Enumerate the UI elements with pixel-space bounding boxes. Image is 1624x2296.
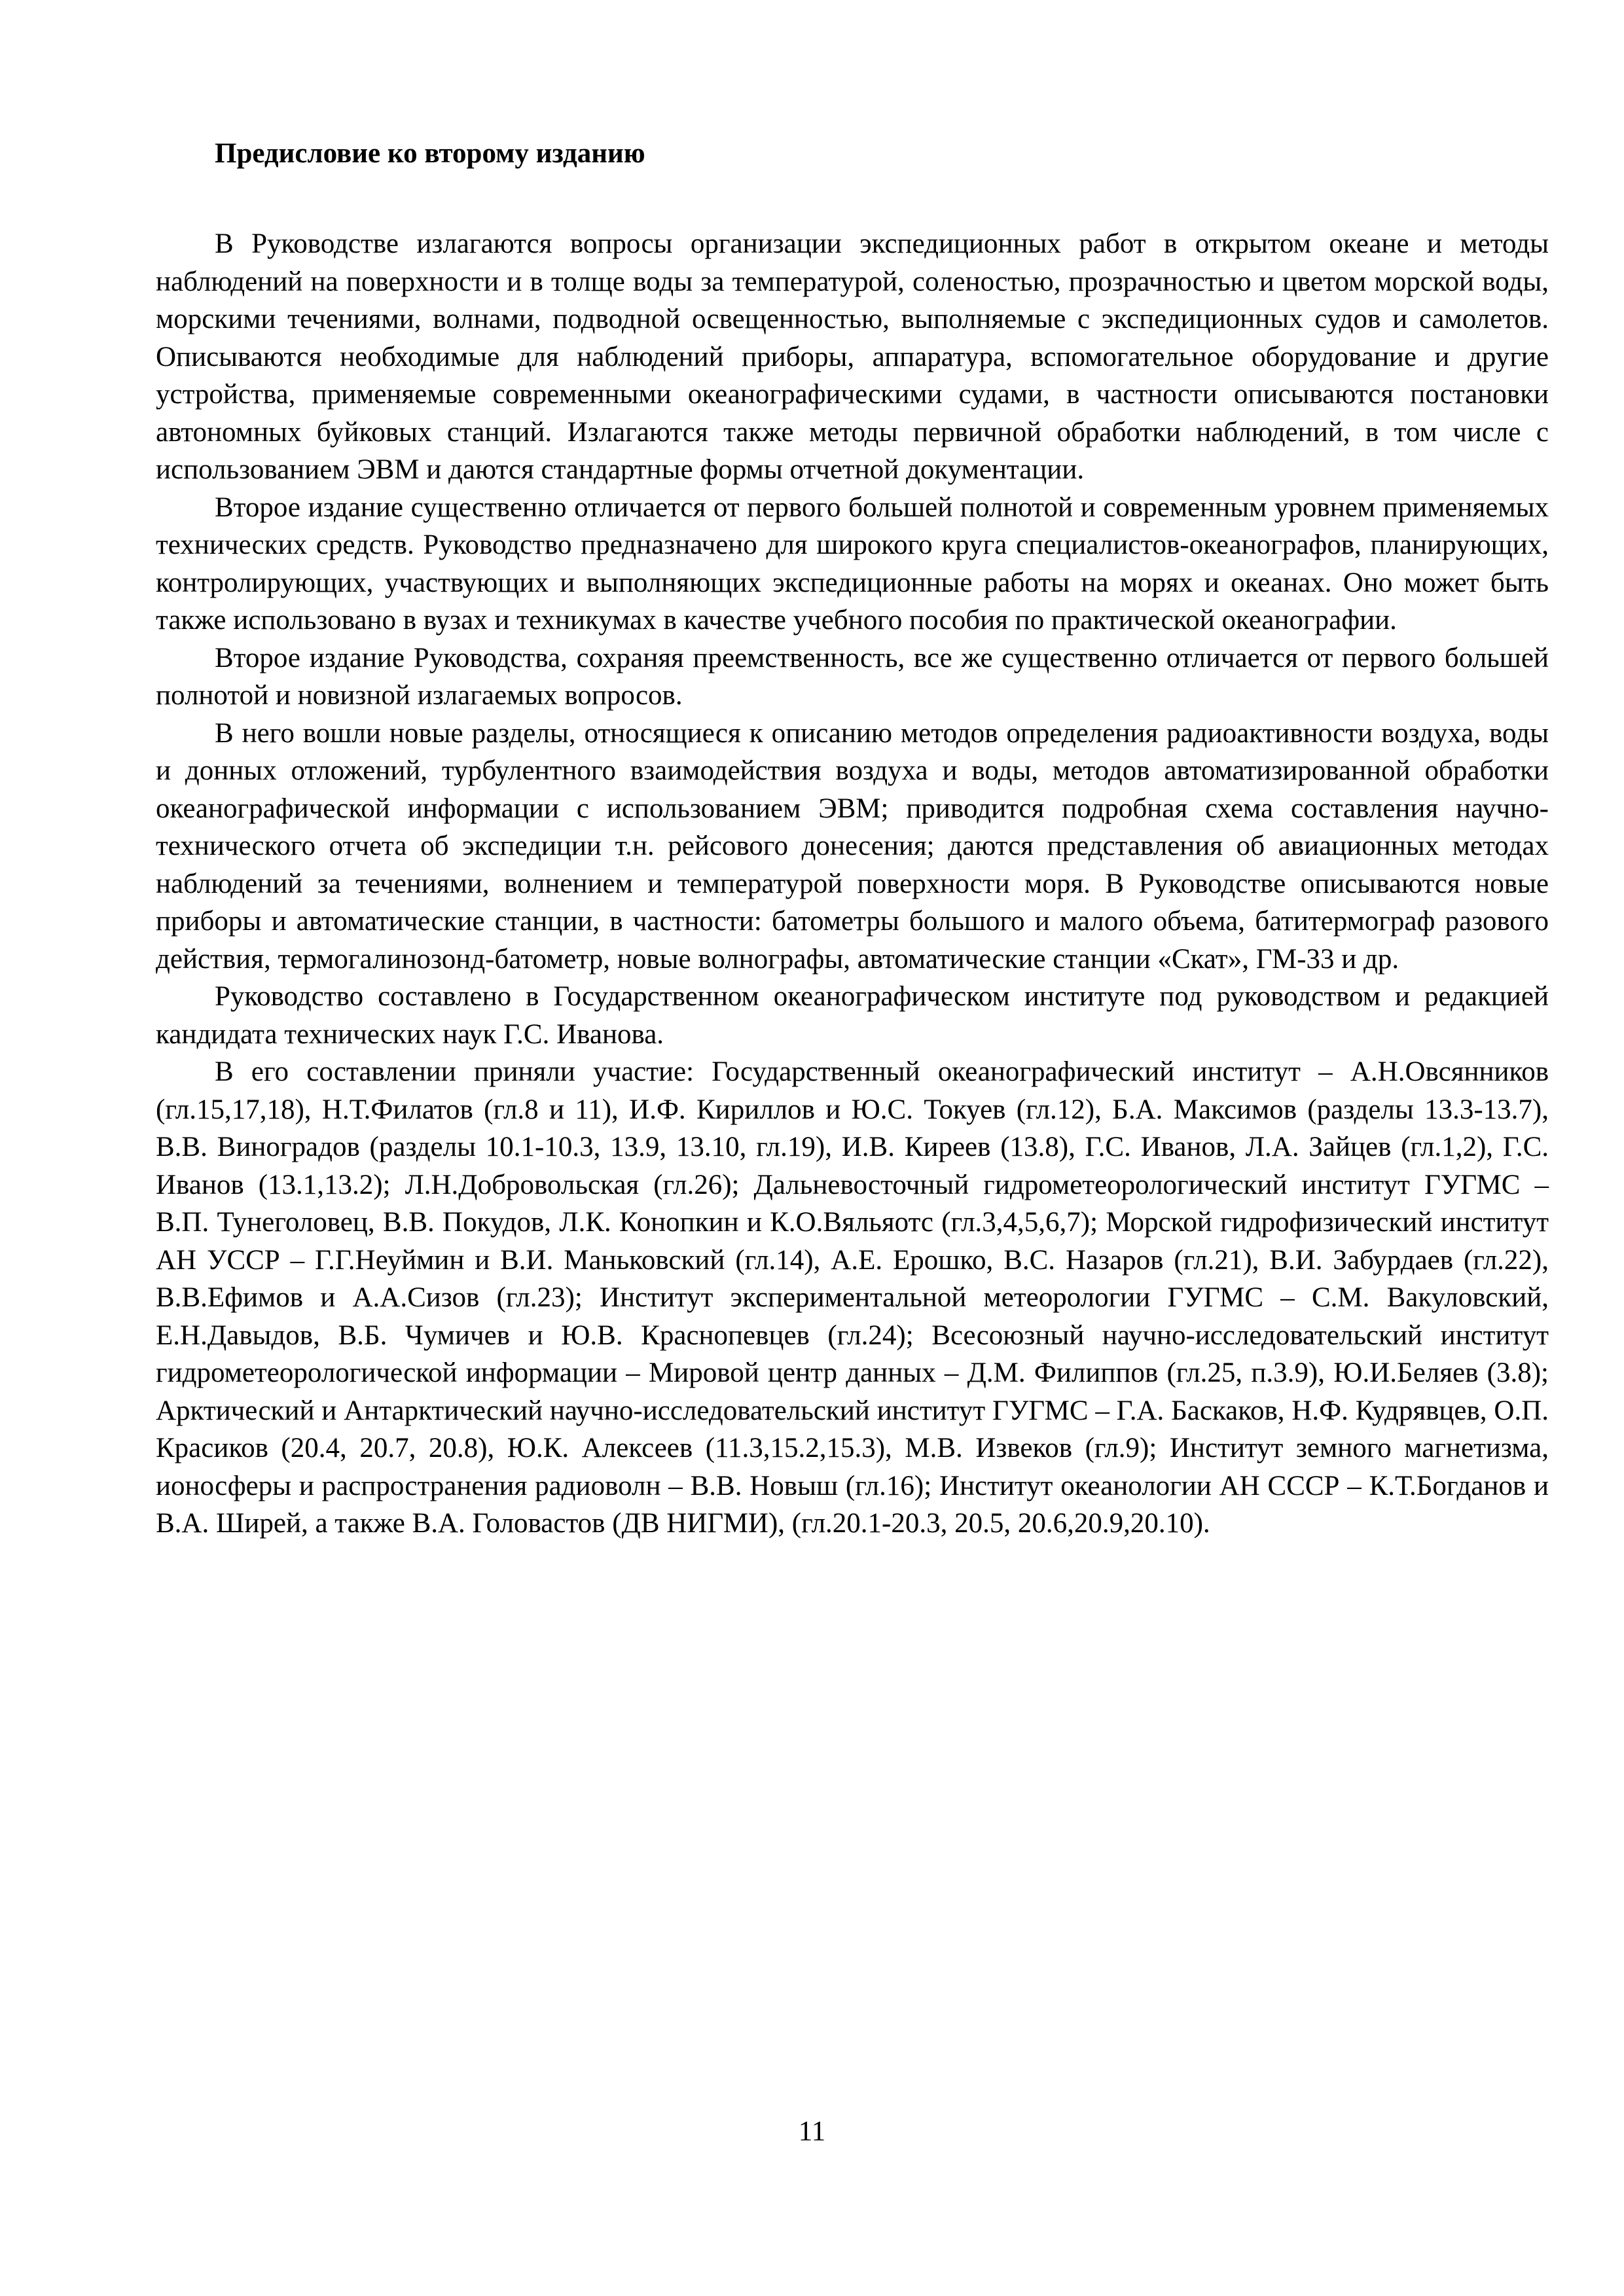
paragraph-compiled-by: Руководство составлено в Государственном океанографическом институте под руководством и редакцией кандидата технических наук Г.С. Иванова.	[156, 981, 1549, 1050]
paragraph-continuity: Второе издание Руководства, сохраняя преемственность, все же существенно отличается от первого большей полнотой и новизной излагаемых вопросов.	[156, 642, 1549, 711]
paragraph-contributors: В его составлении приняли участие: Государственный океанографический институт – А.Н.Овсянников (гл.15,17,18), Н.Т.Филатов (гл.8 и 11), И.Ф. Кириллов и Ю.С. Токуев (гл.12), Б.А. Максимов (разделы 13.3-13.7), В.В. Виноградов (разделы 10.1-10.3, 13.9, 13.10, гл.19), И.В. Киреев (13.8), Г.С. Иванов, Л.А. Зайцев (гл.1,2), Г.С. Иванов (13.1,13.2); Л.Н.Добровольская (гл.26); Дальневосточный гидрометеорологический институт ГУГМС – В.П. Тунеголовец, В.В. Покудов, Л.К. Конопкин и К.О.Вяльяотс (гл.3,4,5,6,7); Морской гидрофизический институт АН УССР – Г.Г.Неуймин и В.И. Маньковский (гл.14), А.Е. Ерошко, В.С. Назаров (гл.21), В.И. Забурдаев (гл.22), В.В.Ефимов и А.А.Сизов (гл.23); Институт экспериментальной метеорологии ГУГМС – С.М. Вакуловский, Е.Н.Давыдов, В.Б. Чумичев и Ю.В. Краснопевцев (гл.24); Всесоюзный научно-исследовательский институт гидрометеорологической информации – Мировой центр данных – Д.М. Филиппов (гл.25, п.3.9), Ю.И.Беляев (3.8); Арктический и Антарктический научно-исследовательский институт ГУГМС – Г.А. Баскаков, Н.Ф. Кудрявцев, О.П. Красиков (20.4, 20.7, 20.8), Ю.К. Алексеев (11.3,15.2,15.3), М.В. Извеков (гл.9); Институт земного магнетизма, ионосферы и распространения радиоволн – В.В. Новыш (гл.16); Институт океанологии АН СССР – К.Т.Богданов и В.А. Ширей, а также В.А. Головастов (ДВ НИГМИ), (гл.20.1-20.3, 20.5, 20.6,20.9,20.10).	[156, 1056, 1549, 1539]
body-text	[156, 225, 1549, 1543]
paragraph-new-sections: В него вошли новые разделы, относящиеся к описанию методов определения радиоактивности воздуха, воды и донных отложений, турбулентного взаимодействия воздуха и воды, методов автоматизированной обработки океанографической информации с использованием ЭВМ; приводится подробная схема составления научно-технического отчета об экспедиции т.н. рейсового донесения; даются представления об авиационных методах наблюдений за течениями, волнением и температурой поверхности моря. В Руководстве описываются новые приборы и автоматические станции, в частности: батометры большого и малого объема, батитермограф разового действия, термогалинозонд-батометр, новые волнографы, автоматические станции «Скат», ГМ-33 и др.	[156, 717, 1549, 975]
paragraph-second-edition: Второе издание существенно отличается от первого большей полнотой и современным уровнем применяемых технических средств. Руководство предназначено для широкого круга специалистов-океанографов, планирующих, контролирующих, участвующих и выполняющих экспедиционные работы на морях и океанах. Оно может быть также использовано в вузах и техникумах в качестве учебного пособия по практической океанографии.	[156, 492, 1549, 636]
page-content	[156, 135, 1549, 1543]
page-number: 11	[798, 2116, 826, 2147]
paragraph-scope: В Руководстве излагаются вопросы организации экспедиционных работ в открытом океане и методы наблюдений на поверхности и в толще воды за температурой, соленостью, прозрачностью и цветом морской воды, морскими течениями, волнами, подводной освещенностью, выполняемые с экспедиционных судов и самолетов. Описываются необходимые для наблюдений приборы, аппаратура, вспомогательное оборудование и другие устройства, применяемые современными океанографическими судами, в частности описываются постановки автономных буйковых станций. Излагаются также методы первичной обработки наблюдений, в том числе с использованием ЭВМ и даются стандартные формы отчетной документации.	[156, 228, 1549, 485]
section-heading: Предисловие ко второму изданию	[215, 138, 645, 169]
